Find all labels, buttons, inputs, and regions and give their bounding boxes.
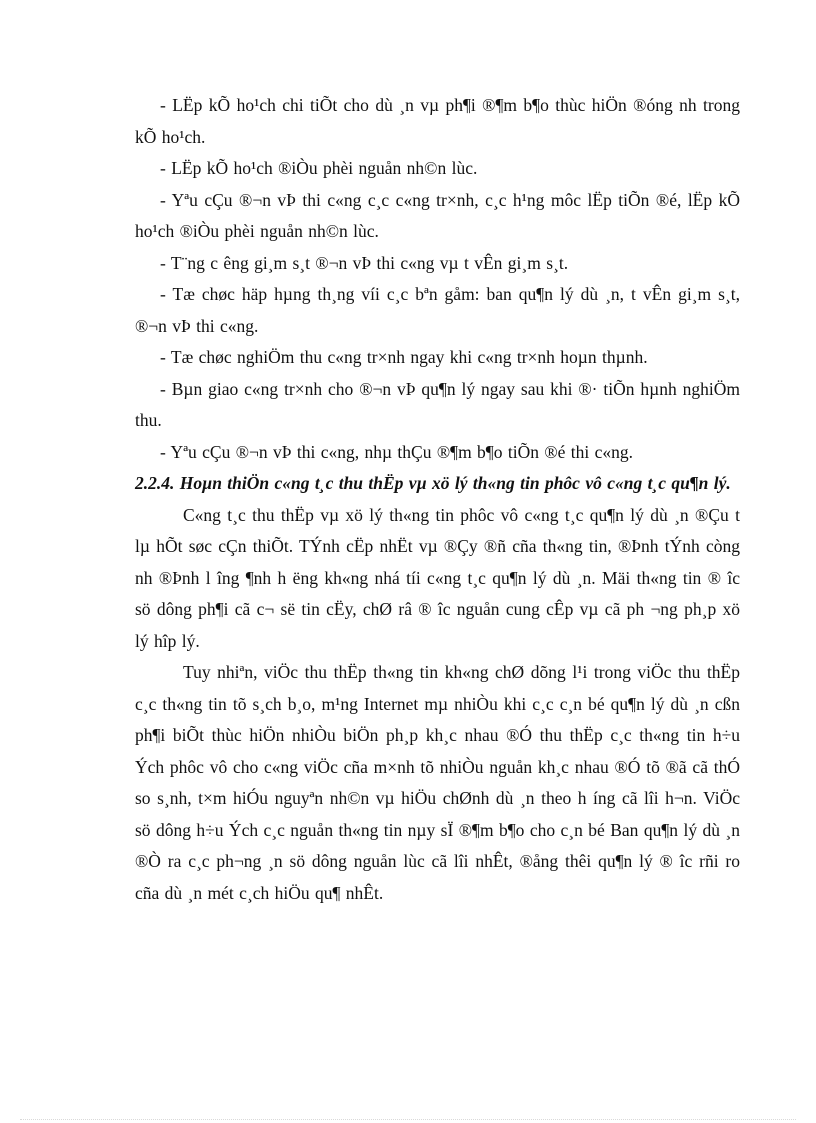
list-item: - Yªu cÇu ®¬n vÞ thi c«ng, nhµ thÇu ®¶m b¶o tiÕn ®é thi c«ng. (160, 441, 634, 462)
list-item: - Tæ chøc häp hµng th¸ng víi c¸c bªn gåm: ban qu¶n lý dù ¸n, t vÊn gi¸m s¸t, ®¬n vÞ thi c«ng. (135, 284, 740, 336)
list-item: - Tæ chøc nghiÖm thu c«ng tr×nh ngay khi c«ng tr×nh hoµn thµnh. (160, 347, 648, 367)
page-bottom-divider (20, 1119, 796, 1120)
list-item: - Yªu cÇu ®¬n vÞ thi c«ng c¸c c«ng tr×nh, c¸c h¹ng môc lËp tiÕn ®é, lËp kÕ ho¹ch ®iÒu phèi nguån nh©n lùc. (135, 189, 740, 241)
document-content (135, 90, 740, 909)
list-item: - LËp kÕ ho¹ch ®iÒu phèi nguån nh©n lùc. (160, 158, 478, 178)
section-heading: 2.2.4. Hoµn thiÖn c«ng t¸c thu thËp vµ xö lý th«ng tin phôc vô c«ng t¸c qu¶n lý. (135, 473, 731, 493)
body-paragraph: C«ng t¸c thu thËp vµ xö lý th«ng tin phôc vô c«ng t¸c qu¶n lý dù ¸n ®Çu t lµ hÕt søc cÇn thiÕt. TÝnh cËp nhËt vµ ®Çy ®ñ cña th«ng tin, ®Þnh tÝnh còng nh ®Þnh l îng ¶nh h ëng kh«ng nhá tíi c«ng t¸c qu¶n lý dù ¸n. Mäi th«ng tin ® îc sö dông ph¶i cã c¬ së tin cËy, chØ râ ® îc nguån cung cÊp vµ cã ph ¬ng ph¸p xö lý hîp lý. (135, 504, 740, 651)
list-item: - LËp kÕ ho¹ch chi tiÕt cho dù ¸n vµ ph¶i ®¶m b¶o thùc hiÖn ®óng nh trong kÕ ho¹ch. (135, 95, 740, 147)
list-item: - Bµn giao c«ng tr×nh cho ®¬n vÞ qu¶n lý ngay sau khi ®· tiÕn hµnh nghiÖm thu. (135, 378, 740, 430)
list-item: - T¨ng c êng gi¸m s¸t ®¬n vÞ thi c«ng vµ t vÊn gi¸m s¸t. (160, 252, 569, 273)
body-paragraph: Tuy nhiªn, viÖc thu thËp th«ng tin kh«ng chØ dõng l¹i trong viÖc thu thËp c¸c th«ng tin tõ s¸ch b¸o, m¹ng Internet mµ nhiÒu khi c¸c c¸n bé qu¶n lý dù ¸n cßn ph¶i biÕt thùc hiÖn nhiÒu biÖn ph¸p kh¸c nhau ®Ó thu thËp c¸c th«ng tin h÷u Ých phôc vô cho c«ng viÖc cña m×nh tõ nhiÒu nguån kh¸c nhau ®Ó tõ ®ã cã thÓ so s¸nh, t×m hiÓu nguyªn nh©n vµ hiÖu chØnh dù ¸n theo h íng cã lîi h¬n. ViÖc sö dông h÷u Ých c¸c nguån th«ng tin nµy sÏ ®¶m b¶o cho c¸n bé Ban qu¶n lý dù ¸n ®Ò ra c¸c ph¬ng ¸n sö dông nguån lùc cã lîi nhÊt, ®ång thêi qu¶n lý ® îc rñi ro cña dù ¸n mét c¸ch hiÖu qu¶ nhÊt. (135, 662, 740, 903)
